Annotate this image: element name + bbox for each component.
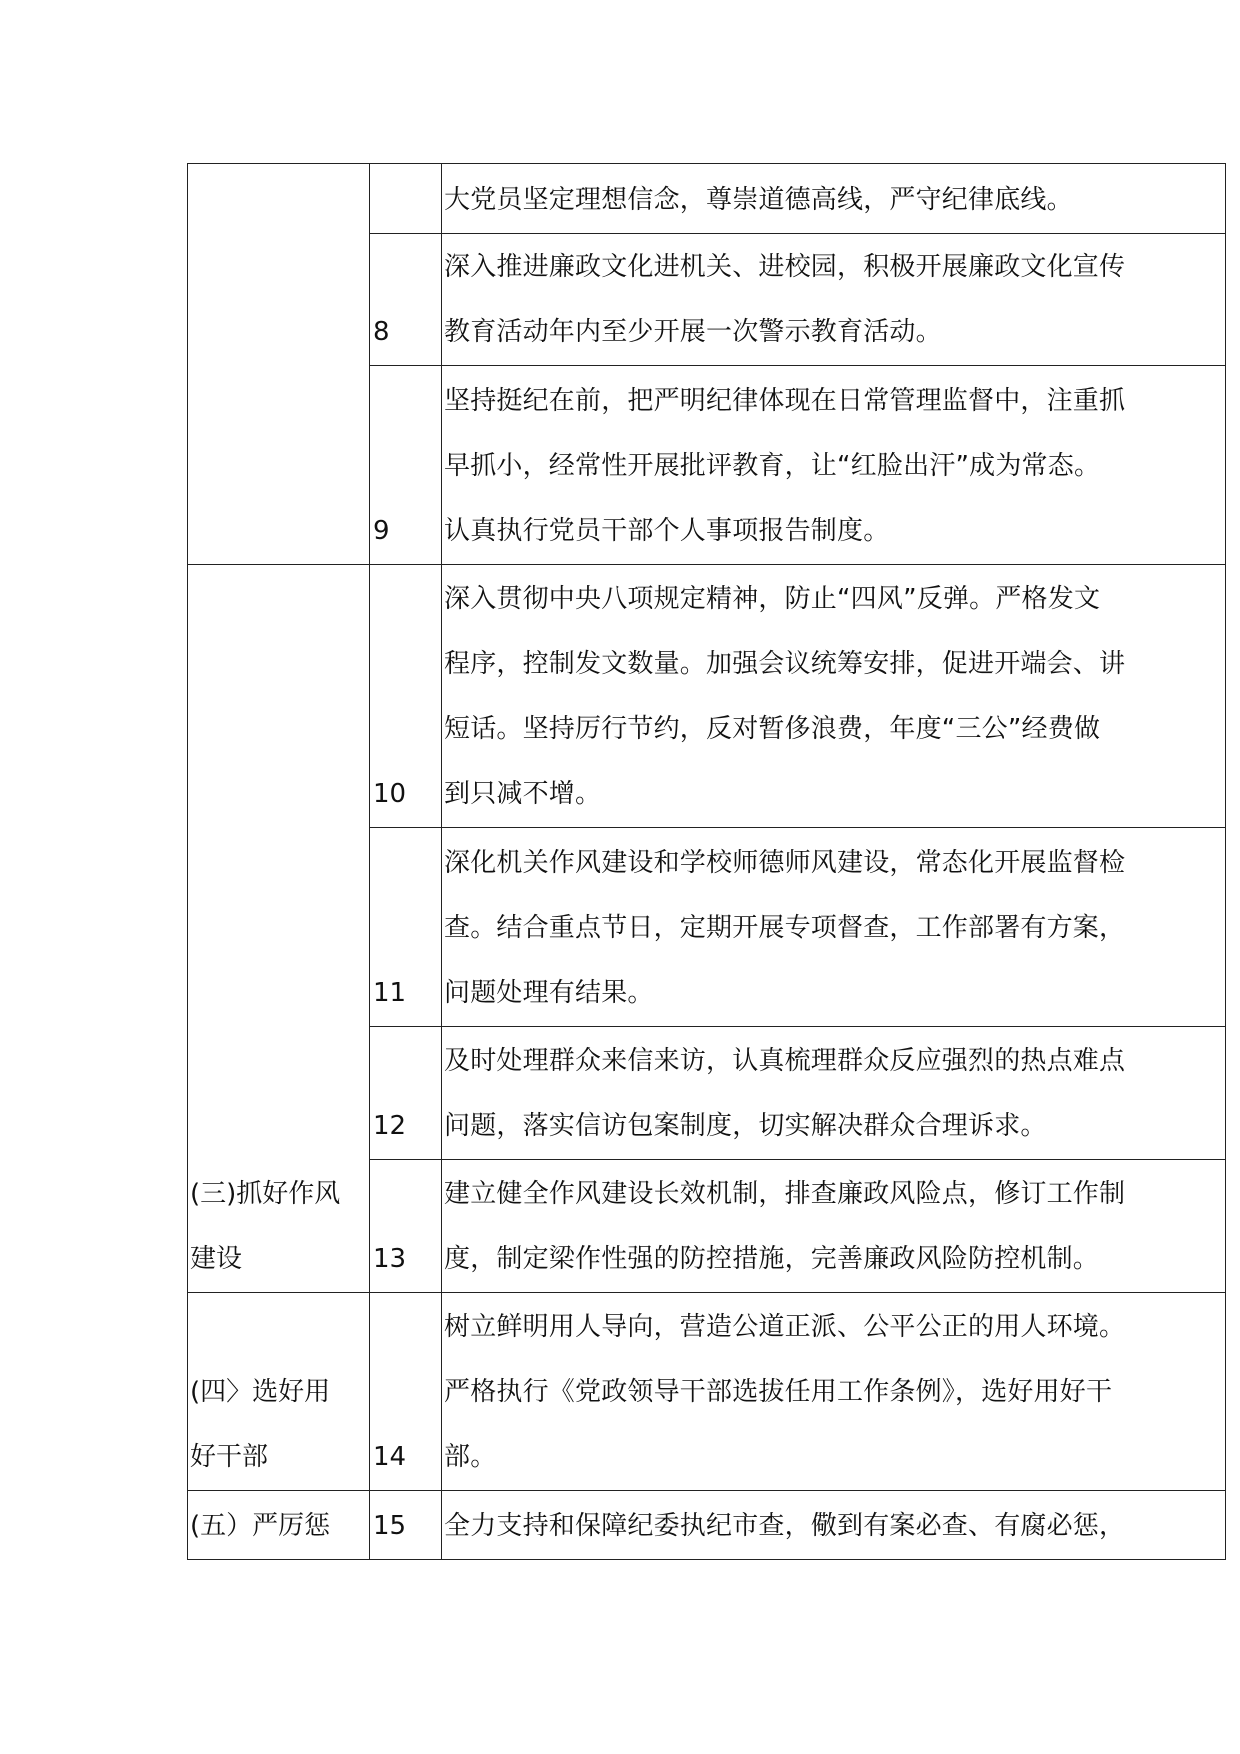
item-number-cell xyxy=(370,234,442,366)
item-text: 建立健全作风建设长效机制，排查廉政风险点，修订工作制 度，制定梁作性强的防控措施，完善廉政风险防控机制。 xyxy=(444,1179,1126,1274)
item-number: 10 xyxy=(373,779,407,809)
item-text-cell xyxy=(442,366,1226,565)
item-text: 大党员坚定理想信念，尊崇道德高线，严守纪律底线。 xyxy=(444,185,1073,215)
item-text: 全力支持和保障纪委执纪市查，儆到有案必查、有腐必惩， xyxy=(444,1511,1126,1541)
item-number-cell xyxy=(370,1293,442,1491)
item-text-cell xyxy=(442,1027,1226,1160)
category-cell xyxy=(188,1491,370,1560)
item-text-cell xyxy=(442,828,1226,1027)
item-text: 及时处理群众来信来访，认真梳理群众反应强烈的热点难点 问题，落实信访包案制度，切实解决群众合理诉求。 xyxy=(444,1046,1126,1141)
table-row xyxy=(188,565,1226,828)
category-cell xyxy=(188,565,370,1293)
item-text: 深入贯彻中央八项规定精神，防止“四风”反弹。严格发文 程序，控制发文数量。加强会议统筹安排，促进开端会、讲 短话。坚持厉行节约，反对暂侈浪费，年度“三公”经费做 到只减不增。 xyxy=(444,584,1126,809)
table-row xyxy=(188,1491,1226,1560)
item-text: 坚持挺纪在前，把严明纪律体现在日常管理监督中，注重抓 早抓小，经常性开展批评教育，让“红脸出汗”成为常态。 认真执行党员干部个人事项报告制度。 xyxy=(444,386,1126,546)
item-number-cell xyxy=(370,828,442,1027)
work-plan-table xyxy=(187,163,1226,1560)
item-number: 14 xyxy=(373,1442,407,1472)
item-text-cell xyxy=(442,1491,1226,1560)
item-number-cell xyxy=(370,1160,442,1293)
item-text: 深化机关作风建设和学校师德师风建设，常态化开展监督检 查。结合重点节日，定期开展专项督查，工作部署有方案， 问题处理有结果。 xyxy=(444,848,1126,1008)
category-cell xyxy=(188,1293,370,1491)
item-number-cell xyxy=(370,1027,442,1160)
category-label: (三)抓好作风 建设 xyxy=(190,1179,341,1274)
category-label: (四〉选好用 好干部 xyxy=(190,1377,331,1472)
category-cell xyxy=(188,164,370,565)
table-row xyxy=(188,164,1226,234)
item-number: 8 xyxy=(373,317,390,347)
item-text-cell xyxy=(442,565,1226,828)
item-number: 12 xyxy=(373,1111,407,1141)
item-number: 9 xyxy=(373,516,390,546)
item-number-cell xyxy=(370,565,442,828)
item-number: 13 xyxy=(373,1244,407,1274)
item-number: 15 xyxy=(373,1511,407,1541)
item-number-cell xyxy=(370,366,442,565)
item-text-cell xyxy=(442,164,1226,234)
item-number: 11 xyxy=(373,978,407,1008)
item-text-cell xyxy=(442,234,1226,366)
item-number-cell xyxy=(370,1491,442,1560)
item-text: 深入推进廉政文化进机关、进校园，积极开展廉政文化宣传 教育活动年内至少开展一次警示教育活动。 xyxy=(444,252,1126,347)
item-text-cell xyxy=(442,1293,1226,1491)
item-text: 树立鲜明用人导向，营造公道正派、公平公正的用人环境。 严格执行《党政领导干部选拔任用工作条例》，选好用好干 部。 xyxy=(444,1312,1126,1472)
item-text-cell xyxy=(442,1160,1226,1293)
item-number-cell xyxy=(370,164,442,234)
table-row xyxy=(188,1293,1226,1491)
category-label: (五）严厉惩 xyxy=(190,1511,331,1541)
